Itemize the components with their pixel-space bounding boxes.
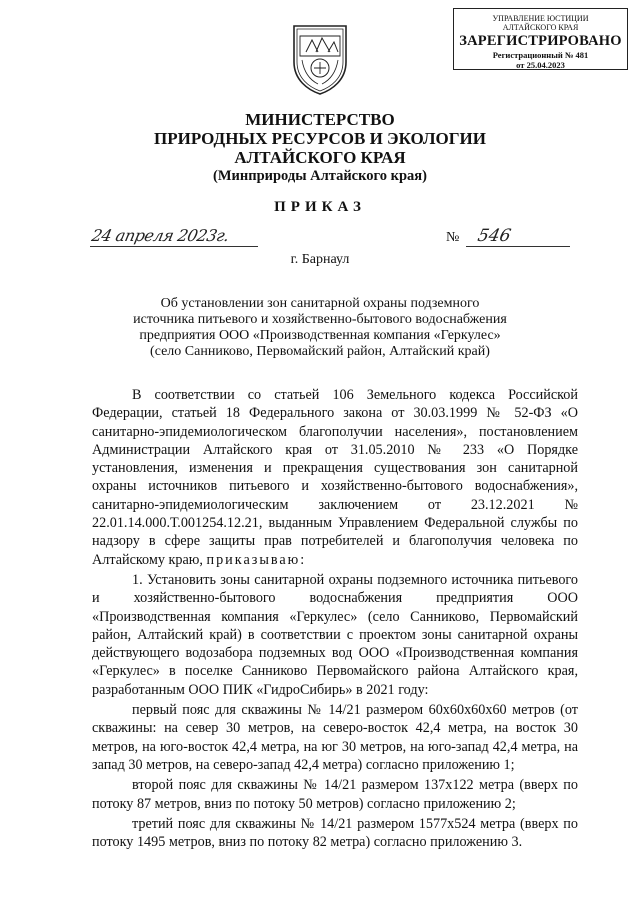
- paragraph-zone-1: первый пояс для скважины № 14/21 размером 60х60х60х60 метров (от скважины: на север 30 метров, на северо-восток 42,4 метра, на восток 30 метров, на юго-восток 42,4 метра, на юг 30 метров, на юго-запад 42,4 метра, на запад 30 метров, на северо-запад 42,4 метра) согласно приложению 1;: [92, 702, 578, 773]
- ministry-abbr: (Минприроды Алтайского края): [213, 168, 427, 184]
- number-underline: [466, 246, 570, 247]
- order-body: [92, 386, 578, 853]
- paragraph-zone-2: второй пояс для скважины № 14/21 размером 137х122 метра (вверх по потоку 87 метров, вниз по потоку 50 метров) согласно приложению 2;: [92, 777, 578, 812]
- registration-stamp: [453, 8, 628, 70]
- handwritten-number: 546: [475, 226, 513, 246]
- preamble-keyword: приказываю:: [206, 551, 307, 568]
- order-subject: Об установлении зон санитарной охраны подземного источника питьевого и хозяйственно-бытового водоснабжения предприятия ООО «Производственная компания «Геркулес» (село Санниково, Первомайский район, Алтайский край): [133, 296, 507, 359]
- number-label: №: [446, 230, 460, 245]
- paragraph-1: 1. Установить зоны санитарной охраны подземного источника питьевого и хозяйственно-бытового водоснабжения предприятия ООО «Производственная компания «Геркулес» (село Санниково, Первомайский район, Алтайский край) в соответствии с проектом зоны санитарной охраны действующего водозабора подземных вод ООО «Производственная компания «Геркулес» в поселке Санниково Первомайского района Алтайского края, разработанным ООО ПИК «ГидроСибирь» в 2021 году:: [92, 571, 578, 698]
- stamp-status: ЗАРЕГИСТРИРОВАНО: [459, 33, 622, 49]
- date-underline: [90, 246, 258, 247]
- order-title: ПРИКАЗ: [274, 199, 366, 215]
- paragraph-zone-3: третий пояс для скважины № 14/21 размером 1577х524 метра (вверх по потоку 1495 метров, вниз по потоку 82 метра) согласно приложению 3.: [92, 815, 578, 851]
- handwritten-date: 24 апреля 2023г.: [89, 226, 231, 245]
- stamp-reg-number: Регистрационный № 481: [492, 50, 589, 60]
- stamp-reg-date: от 25.04.2023: [516, 60, 565, 70]
- city: г. Барнаул: [290, 252, 350, 267]
- ministry-line1: МИНИСТЕРСТВО: [245, 110, 395, 129]
- preamble-paragraph: [92, 386, 578, 569]
- ministry-line3: АЛТАЙСКОГО КРАЯ: [234, 148, 406, 167]
- stamp-org-line1: УПРАВЛЕНИЕ ЮСТИЦИИ: [492, 14, 589, 23]
- ministry-line2: ПРИРОДНЫХ РЕСУРСОВ И ЭКОЛОГИИ: [154, 129, 486, 148]
- stamp-org-line2: АЛТАЙСКОГО КРАЯ: [502, 23, 579, 32]
- ministry-header: [0, 110, 640, 185]
- coat-of-arms-icon: [288, 22, 352, 96]
- preamble-text: В соответствии со статьей 106 Земельного кодекса Российской Федерации, статьей 18 Федерального закона от 30.03.1999 № 52-ФЗ «О санитарно-эпидемиологическом благополучии населения», постановлением Администрации Алтайского края от 31.05.2010 № 233 «О Порядке установления, изменения и прекращения существования зон санитарной охраны источников питьевого и хозяйственно-бытового водоснабжения», санитарно-эпидемиологическим заключением от 23.12.2021 № 22.01.14.000.Т.001254.12.21, выданным Управлением Федеральной службы по надзору в сфере защиты прав потребителей и благополучия человека по Алтайскому краю,: [92, 387, 578, 568]
